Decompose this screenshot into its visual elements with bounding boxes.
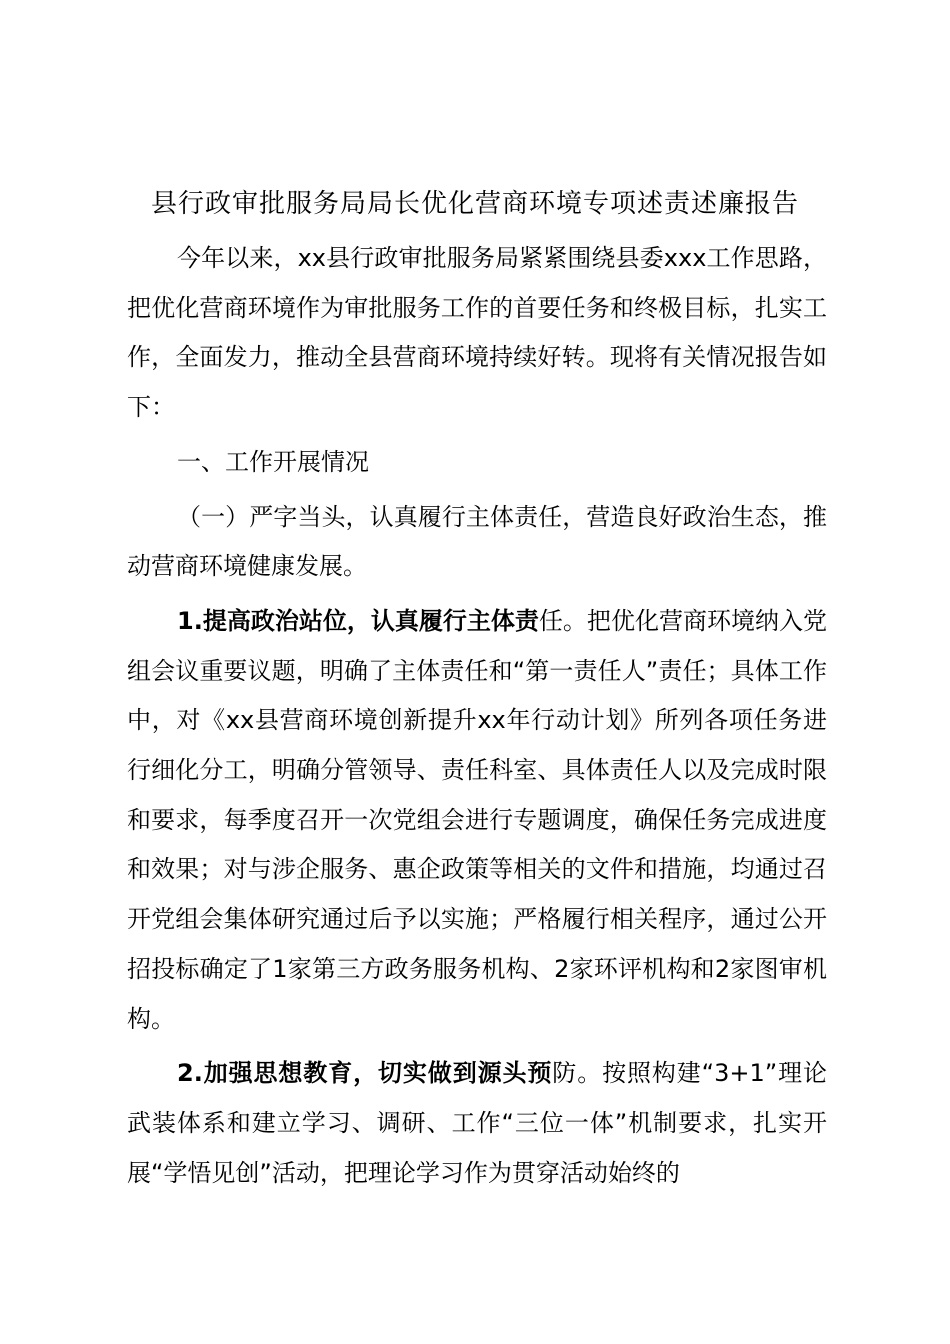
item2-paragraph xyxy=(127,1049,827,1198)
item2-text: 防。按照构建“3+1”理论武装体系和建立学习、调研、工作“三位一体”机制要求，扎实开展“学悟见创”活动，把理论学习作为贯穿活动始终的 xyxy=(127,1059,827,1187)
subsection-paragraph: （一）严字当头，认真履行主体责任，营造良好政治生态，推动营商环境健康发展。 xyxy=(127,502,827,581)
document-title: 县行政审批服务局局长优化营商环境专项述责述廉报告 xyxy=(150,189,799,219)
item2-bold-lead: 2.加强思想教育，切实做到源头预 xyxy=(177,1059,553,1088)
item1-text: 任。把优化营商环境纳入党组会议重要议题，明确了主体责任和“第一责任人”责任；具体工作中，对《xx县营商环境创新提升xx年行动计划》所列各项任务进行细化分工，明确分管领导、责任科室、具体责任人以及完成时限和要求，每季度召开一次党组会进行专题调度，确保任务完成进度和效果；对与涉企服务、惠企政策等相关的文件和措施，均通过召开党组会集体研究通过后予以实施；严格履行相关程序，通过公开招投标确定了1家第三方政务服务机构、2家环评机构和2家图审机构。 xyxy=(127,606,827,1033)
section-heading: 一、工作开展情况 xyxy=(177,447,369,476)
item1-bold-lead: 1.提高政治站位，认真履行主体责 xyxy=(177,606,539,635)
intro-paragraph: 今年以来，xx县行政审批服务局紧紧围绕县委xxx工作思路，把优化营商环境作为审批服务工作的首要任务和终极目标，扎实工作，全面发力，推动全县营商环境持续好转。现将有关情况报告如下： xyxy=(127,244,827,422)
item1-paragraph xyxy=(127,597,827,1044)
document-body xyxy=(127,234,827,1198)
